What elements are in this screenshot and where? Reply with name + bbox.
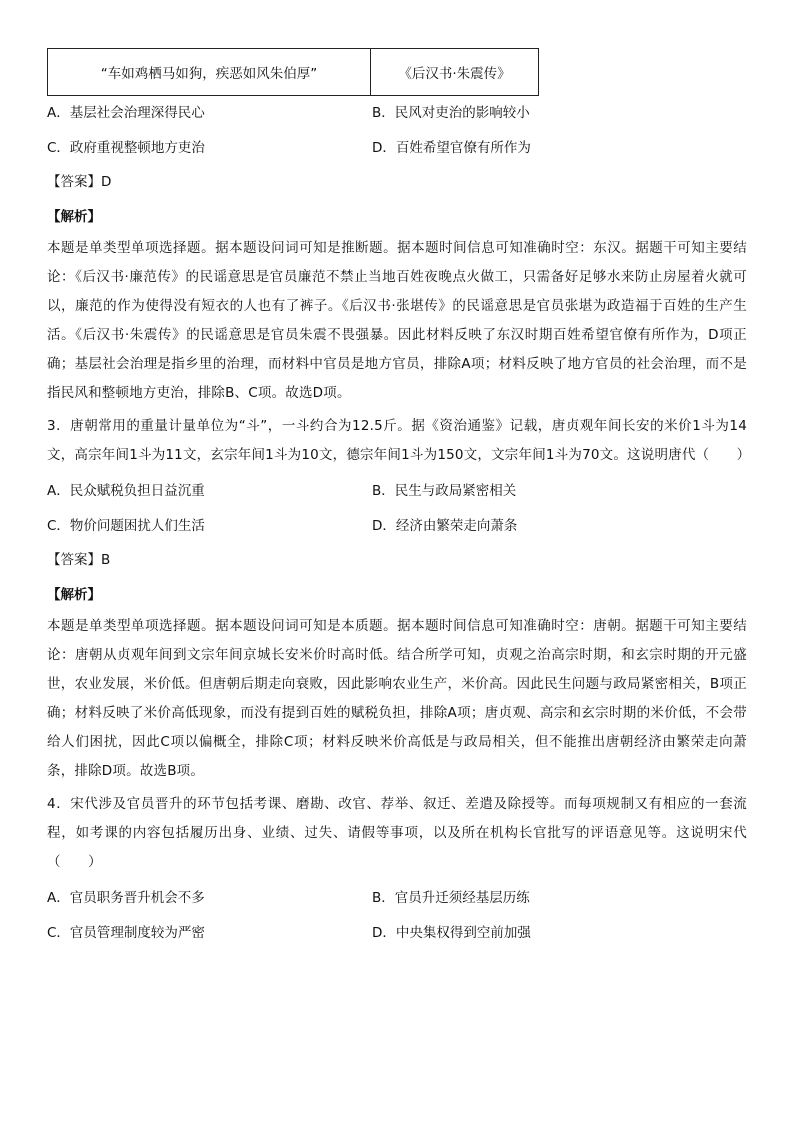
q2-option-d[interactable]: D．百姓希望官僚有所作为 [372,139,531,156]
q2-answer: 【答案】D [47,174,112,190]
q3-analysis-label: 【解析】 [47,586,101,603]
q4-options-row-1 [47,881,747,916]
q2-analysis-text: 本题是单类型单项选择题。据本题设问词可知是推断题。据本题时间信息可知准确时空：东汉。据题干可知主要结论：《后汉书·廉范传》的民谣意思是官员廉范不禁止当地百姓夜晚点火做工，只需备好足够水来防止房屋着火就可以，廉范的作为使得没有短衣的人也有了裤子。《后汉书·张堪传》的民谣意思是官员张堪为政造福于百姓的生产生活。《后汉书·朱震传》的民谣意思是官员朱震不畏强暴。因此材料反映了东汉时期百姓希望官僚有所作为，D项正确；基层社会治理是指乡里的治理，而材料中官员是地方官员，排除A项；材料反映了地方官员的社会治理，而不是指民风和整顿地方吏治，排除B、C项。故选D项。 [47,240,747,401]
source-table [47,48,539,96]
q2-option-b[interactable]: B．民风对吏治的影响较小 [372,105,530,121]
table-source-cell: 《后汉书·朱震传》 [371,49,539,96]
q2-option-a[interactable]: A．基层社会治理深得民心 [47,105,205,121]
table-quote-cell: “车如鸡栖马如狗，疾恶如风朱伯厚” [48,49,371,96]
q4-option-c[interactable]: C．官员管理制度较为严密 [47,924,205,941]
q2-options-row-2 [47,131,747,166]
q2-options-row-1 [47,96,747,131]
q4-option-d[interactable]: D．中央集权得到空前加强 [372,924,531,941]
q4-option-b[interactable]: B．官员升迁须经基层历练 [372,890,530,906]
q3-option-b[interactable]: B．民生与政局紧密相关 [372,483,517,499]
q2-option-c[interactable]: C．政府重视整顿地方吏治 [47,139,205,156]
q4-stem: 4．宋代涉及官员晋升的环节包括考课、磨勘、改官、荐举、叙迁、差遣及除授等。而每项规制又有相应的一套流程，如考课的内容包括履历出身、业绩、过失、请假等事项，以及所在机构长官批写的评语意见等。这说明宋代（ ） [47,796,747,870]
q3-option-c[interactable]: C．物价问题困扰人们生活 [47,517,205,534]
q3-options-row-2 [47,509,747,544]
q3-answer: 【答案】B [47,552,111,568]
q3-option-a[interactable]: A．民众赋税负担日益沉重 [47,483,205,499]
q4-option-a[interactable]: A．官员职务晋升机会不多 [47,890,205,906]
q3-stem: 3．唐朝常用的重量计量单位为“斗”，一斗约合为12.5斤。据《资治通鉴》记载，唐贞观年间长安的米价1斗为14文，高宗年间1斗为11文，玄宗年间1斗为10文，德宗年间1斗为150文，文宗年间1斗为70文。这说明唐代（ ） [47,418,751,463]
q3-options-row-1 [47,474,747,509]
q3-option-d[interactable]: D．经济由繁荣走向萧条 [372,517,518,534]
q3-analysis-text: 本题是单类型单项选择题。据本题设问词可知是本质题。据本题时间信息可知准确时空：唐朝。据题干可知主要结论：唐朝从贞观年间到文宗年间京城长安米价时高时低。结合所学可知，贞观之治高宗时期，和玄宗时期的开元盛世，农业发展，米价低。但唐朝后期走向衰败，因此影响农业生产，米价高。因此民生问题与政局紧密相关，B项正确；材料反映了米价高低现象，而没有提到百姓的赋税负担，排除A项；唐贞观、高宗和玄宗时期的米价低，不会带给人们困扰，因此C项以偏概全，排除C项；材料反映米价高低是与政局相关，但不能推出唐朝经济由繁荣走向萧条，排除D项。故选B项。 [47,618,747,779]
q2-analysis-label: 【解析】 [47,208,101,225]
q4-options-row-2 [47,916,747,951]
document-page [47,48,751,950]
